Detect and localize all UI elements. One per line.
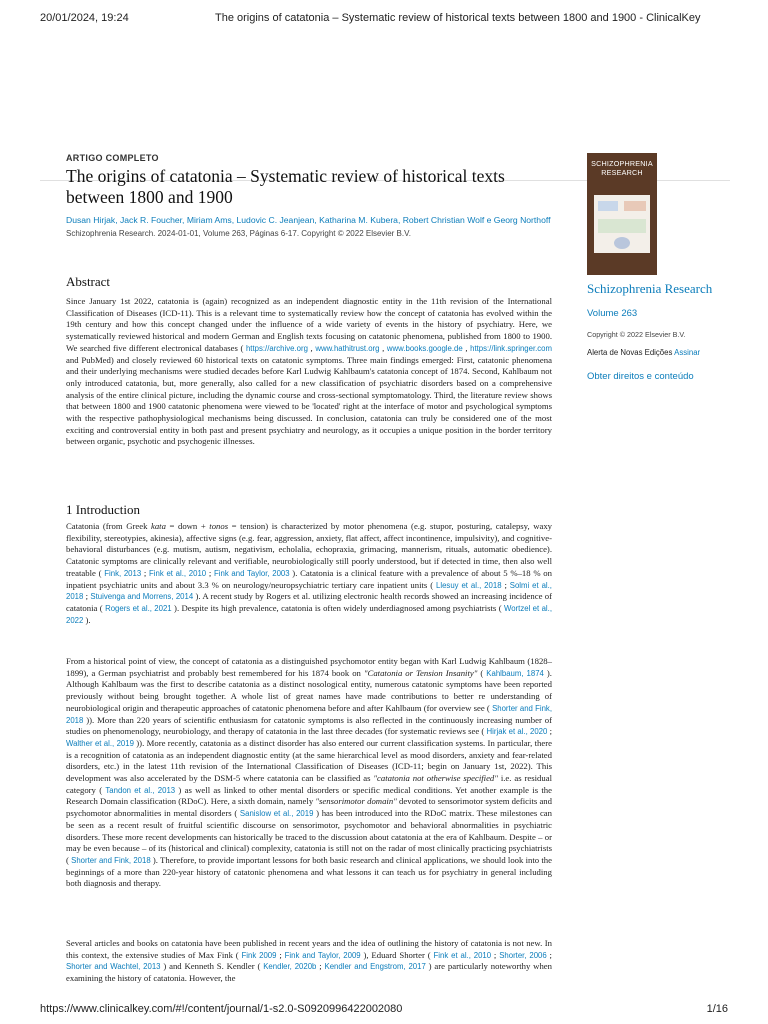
- citation-link[interactable]: Shorter and Wachtel, 2013: [66, 962, 161, 972]
- citation-link[interactable]: Kahlbaum, 1874: [486, 668, 544, 678]
- intro-paragraph-2: From a historical point of view, the concept of catatonia as a distinguished psychomotor entity began with Karl Ludwig Kahlbaum (1828–1899), a German psychiatrist and probably best remembered for his 1874 book on "Catatonia or Tension Insanity" ( Kahlbaum, 1874 ). Although Kahlbaum was the first to describe catatonia as a distinct nosological entity, numerous catatonic symptoms have been reported previously without being brought together. A whole list of great names have made contributions to better re understanding of neurobiological origin and therapeutic approaches of catatonic phenomena before and after Kahlbaum (for overview see ( Shorter and Fink, 2018 )). More than 220 years of scientific enthusiasm for catatonic symptoms is also reflected in the continuously increasing number of studies on phenomenology, neurobiology, and therapy of catatonia in the last three decades (for systematic reviews see ( Hirjak et al., 2020 ; Walther et al., 2019 )). More recently, catatonia as a distinct disorder has also entered our current classification systems. In particular, there is a recognition of catatonia as an independent diagnostic entity (at the same hierarchical level as mood disorders, anxiety and fear-related disorders, etc.) in the latest 11th revision of the International Classification of Diseases (ICD-11; begin on January 1st, 2022). This development was also accelerated by the DSM-5 where catatonia can be classified as "catatonia not otherwise specified" i.e. as residual category ( Tandon et al., 2013 ) as well as linked to other mental disorders or specific medical conditions. Yet another example is the Research Domain classification (RDoC). Here, a sixth domain, namely "sensorimotor domain" devoted to sensorimotor system deficits and psychomotor abnormalities in mental disorders ( Sanislow et al., 2019 ) has been introduced into the RDoC matrix. These milestones can be seen as a recent result of fruitful scientific discourse on sensorimotor, psychomotor and behavioral abnormalities in psychiatric disorders. These more recent developments can historically be traced to the discussion about catatonia at the era of Kahlbaum. Despite – or may be even because – of its (historical and clinical) complexity, catatonia is still not on the radar of most clinically practicing psychiatrists ( Shorter and Fink, 2018 ). Therefore, to provide important lessons for both basic research and clinical applications, we should look into the beginnings of a more than 220-year history of catatonic phenomena and what lessons it can teach us for psychiatry in general including both diagnosis and therapy.: [66, 656, 552, 889]
- introduction-heading: 1 Introduction: [66, 502, 141, 517]
- link-archive[interactable]: https://archive.org: [245, 343, 308, 353]
- intro-paragraph-1: Catatonia (from Greek kata = down + tonos = tension) is characterized by motor phenomena (e.g. stupor, posturing, catalepsy, waxy flexibility, stereotypies, akinesia), affective signs (e.g. fear, aggression, anxiety, flat affect, affect incontinence, impulsivity), and cognitive-behavioral disturbances (e.g. mutism, autism, negativism, echolalia, echopraxia, grimacing, mannerism, rituals, automatic obedience). Catatonic symptoms are clinically relevant and verifiable, neurobiologically still poorly understood, but if detected in time, then also well treatable ( Fink, 2013 ; Fink et al., 2010 ; Fink and Taylor, 2003 ). Catatonia is a clinical feature with a prevalence of about 5 %–18 % on inpatient psychiatric units and about 3.3 % on neurology/neuropsychiatric tertiary care inpatient units ( Llesuy et al., 2018 ; Solmi et al., 2018 ; Stuivenga and Morrens, 2014 ). A recent study by Rogers et al. utilizing electronic health records showed an increasing incidence of catatonia ( Rogers et al., 2021 ). Despite its high prevalence, catatonia is often widely underdiagnosed among psychiatrists ( Wortzel et al., 2022 ).: [66, 521, 553, 625]
- journal-sidebar: [587, 153, 737, 382]
- abstract-heading: Abstract: [66, 274, 111, 289]
- get-rights-link[interactable]: Obter direitos e conteúdo: [587, 371, 694, 382]
- journal-cover-image[interactable]: [587, 153, 657, 275]
- article-header: [66, 153, 552, 238]
- citation-meta: Schizophrenia Research. 2024-01-01, Volume 263, Páginas 6-17. Copyright © 2022 Elsevier B.V.: [66, 229, 411, 238]
- article-title: The origins of catatonia – Systematic review of historical texts between 1800 and 1900: [66, 166, 505, 207]
- citation-link[interactable]: Sanislow et al., 2019: [239, 809, 314, 819]
- citation-link[interactable]: Shorter and Fink, 2018: [71, 855, 151, 865]
- cover-title: SCHIZOPHRENIA RESEARCH: [591, 159, 653, 177]
- alert-label: Alerta de Novas Edições: [587, 348, 673, 357]
- author-list[interactable]: Dusan Hirjak, Jack R. Foucher, Miriam Ams, Ludovic C. Jeanjean, Katharina M. Kubera, Robert Christian Wolf e Georg Northoff: [66, 215, 551, 225]
- citation-link[interactable]: Fink et al., 2010: [433, 950, 492, 960]
- intro-paragraph-3: Several articles and books on catatonia have been published in recent years and the idea of outlining the history of catatonia is not new. In this context, the extensive studies of Max Fink ( Fink 2009 ; Fink and Taylor, 2009 ), Eduard Shorter ( Fink et al., 2010 ; Shorter, 2006 ; Shorter and Wachtel, 2013 ) and Kenneth S. Kendler ( Kendler, 2020b ; Kendler and Engstrom, 2017 ) are particularly noteworthy when examining the history of catatonia. However, the: [66, 938, 552, 984]
- citation-link[interactable]: Llesuy et al., 2018: [436, 580, 502, 590]
- citation-link[interactable]: Fink 2009: [241, 950, 277, 960]
- citation-link[interactable]: Tandon et al., 2013: [105, 785, 176, 795]
- citation-link[interactable]: Fink et al., 2010: [149, 568, 207, 578]
- cover-figure: [594, 195, 650, 253]
- citation-link[interactable]: Wortzel et al., 2022: [66, 603, 552, 625]
- print-page-title: The origins of catatonia – Systematic review of historical texts between 1800 and 1900 - ClinicalKey: [215, 12, 701, 24]
- citation-link[interactable]: Walther et al., 2019: [66, 738, 134, 748]
- citation-link[interactable]: Fink, 2013: [104, 568, 142, 578]
- citation-link[interactable]: Kendler, 2020b: [263, 962, 317, 972]
- subscribe-link[interactable]: Assinar: [674, 348, 701, 357]
- journal-name-link[interactable]: Schizophrenia Research: [587, 281, 713, 296]
- citation-link[interactable]: Shorter and Fink, 2018: [66, 703, 552, 725]
- citation-link[interactable]: Kendler and Engstrom, 2017: [324, 962, 426, 972]
- article-type-label: ARTIGO COMPLETO: [66, 153, 159, 163]
- citation-link[interactable]: Fink and Taylor, 2009: [284, 950, 361, 960]
- print-page-number: 1/16: [706, 1003, 728, 1015]
- print-url: https://www.clinicalkey.com/#!/content/journal/1-s2.0-S0920996422002080: [40, 1003, 403, 1015]
- print-datetime: 20/01/2024, 19:24: [40, 12, 129, 24]
- citation-link[interactable]: Hirjak et al., 2020: [486, 727, 548, 737]
- citation-link[interactable]: Solmi et al., 2018: [66, 580, 552, 602]
- volume-link[interactable]: Volume 263: [587, 308, 638, 319]
- citation-link[interactable]: Fink and Taylor, 2003: [213, 568, 290, 578]
- citation-link[interactable]: Rogers et al., 2021: [105, 603, 172, 613]
- link-google-books[interactable]: www.books.google.de: [386, 343, 463, 353]
- new-issue-alert: [587, 348, 737, 357]
- citation-link[interactable]: Shorter, 2006: [499, 950, 547, 960]
- link-hathitrust[interactable]: www.hathitrust.org: [315, 343, 380, 353]
- abstract-text: Since January 1st 2022, catatonia is (again) recognized as an independent diagnostic entity in the 11th revision of the International Classification of Diseases (ICD-11). This is a relevant time to systematically review how the concept of catatonia has evolved within the 19th century and how this concept changed under the influence of a wide variety of events in the history of psychiatry. Here, we systematically reviewed historical and modern German and English texts focusing on catatonic phenomena, published from 1800 to 1900. We searched five different electronical databases ( https://archive.org , www.hathitrust.org , www.books.google.de , https://link.springer.com and PubMed) and closely reviewed 60 historical texts on catatonic symptoms. Three main findings emerged: First, catatonic phenomena and their underlying mechanisms were studied decades before Karl Ludwig Kahlbaum's catatonia concept of 1874. Second, Kahlbaum not only introduced catatonia, but, more generally, also called for a new classification of psychiatric disorders based on a comprehensive analysis of the entire clinical picture, including the dynamic course and cross-sectional symptomatology. Third, the literature review shows that between 1800 and 1900 catatonic phenomena were viewed to be 'located' right at the interface of motor and psychological symptoms with the respective pathophysiological mechanisms being discussed. In conclusion, catatonia can truly be considered one of the most exciting and controversial entity in both past and present psychiatry and neurology, as it occupies a unique position in the border territory between organic, psychotic and psychogenic illnesses.: [66, 296, 553, 447]
- journal-copyright: Copyright © 2022 Elsevier B.V.: [587, 330, 686, 339]
- link-springer[interactable]: https://link.springer.com: [470, 343, 553, 353]
- citation-link[interactable]: Stuivenga and Morrens, 2014: [90, 592, 194, 602]
